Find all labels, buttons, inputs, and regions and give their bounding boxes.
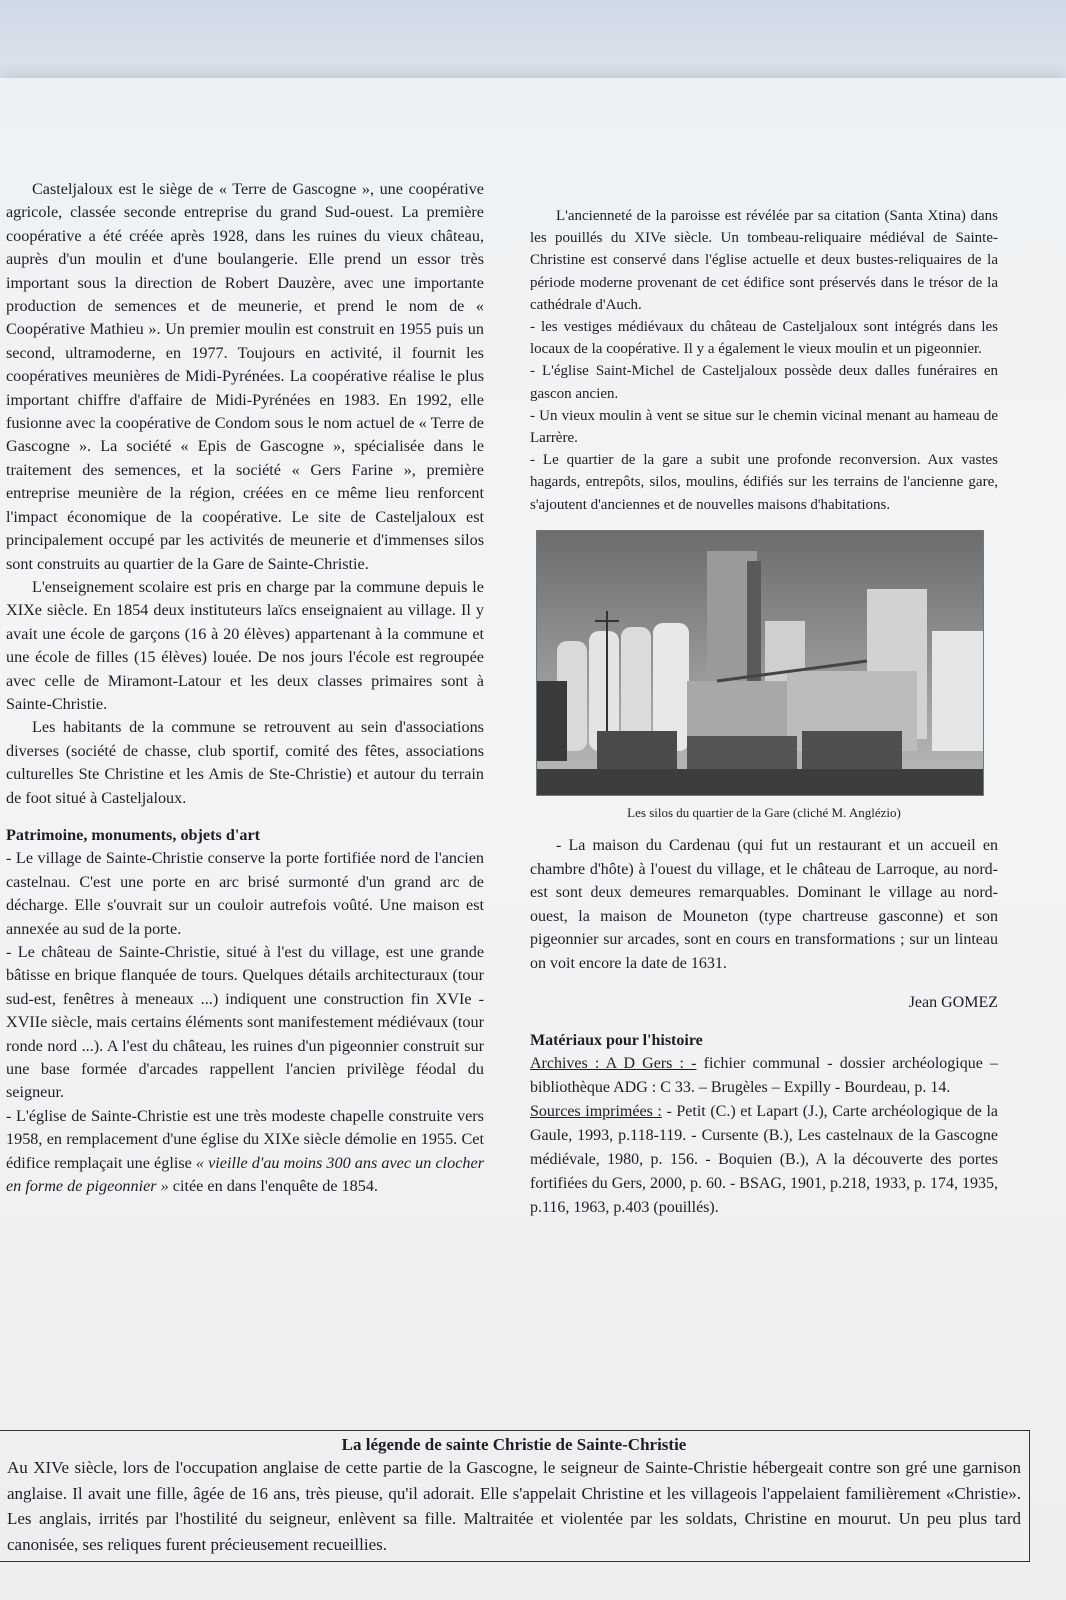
legend-box xyxy=(0,1430,1030,1562)
church-quote: « vieille d'au moins 300 ans avec un clocher en forme de pigeonnier » xyxy=(6,1153,484,1196)
paragraph-associations: Les habitants de la commune se retrouvent au sein d'associations diverses (société de chasse, club sportif, comité des fêtes, associations culturelles Ste Christine et les Amis de Ste-Christie) et autour du terrain de foot situé à Casteljaloux. xyxy=(6,718,484,807)
sources-label: Sources imprimées : xyxy=(530,1103,662,1121)
sources-text: - Petit (C.) et Lapart (J.), Carte archéologique de la Gaule, 1993, p.118-119. - Cursente (B.), Les castelnaux de la Gascogne médiévale, 1980, p. 156. - Boquien (B.), A la découverte des portes fortifiées du Gers, 2000, p. 60. - BSAG, 1901, p.218, 1933, p. 174, 1935, p.116, 1963, p.403 (pouillés). xyxy=(530,1103,999,1217)
church-text-end: citée en dans l'enquête de 1854. xyxy=(168,1177,378,1196)
paragraph-school: L'enseignement scolaire est pris en charge par la commune depuis le XIXe siècle. En 1854 deux instituteurs laïcs enseignaient au village. Il y avait une école de garçons (16 à 20 élèves) appartenant à la commune et une école de filles (15 élèves) louée. De nos jours l'école est regroupée avec celle de Miramont-Latour et les deux classes primaires sont à Sainte-Christie. xyxy=(6,577,484,713)
background-surface xyxy=(0,0,1066,90)
paragraph-saint-michel: - L'église Saint-Michel de Casteljaloux possède deux dalles funéraires en gascon ancien. xyxy=(530,363,998,402)
author-signature: Jean GOMEZ xyxy=(908,993,998,1011)
paragraph-station: - Le quartier de la gare a subit une profonde reconversion. Aux vastes hagards, entrepôts, silos, moulins, édifiés sur les terrains de l'ancienne gare, s'ajoutent d'anciennes et de nouvelles maisons d'habitations. xyxy=(530,452,998,513)
paragraph-parish: L'ancienneté de la paroisse est révélée par sa citation (Santa Xtina) dans les pouillés du XIVe siècle. Un tombeau-reliquaire médiéval de Sainte-Christine est conservé dans l'église actuelle et deux bustes-reliquaires de la période moderne provenant de cet édifice sont préservés dans le trésor de la cathédrale d'Auch. xyxy=(530,208,998,313)
left-column xyxy=(6,178,484,1198)
archives-entry xyxy=(530,1052,998,1100)
materials-title: Matériaux pour l'histoire xyxy=(530,1031,703,1049)
church-text-start: - L'église de Sainte-Christie est une très modeste chapelle construite vers 1958, en remplacement d'une église du XIXe siècle démolie en 1955. Cet édifice remplaçait une église xyxy=(6,1106,484,1172)
archives-text: fichier communal - dossier archéologique – bibliothèque ADG : C 33. – Brugèles – Expilly - Bourdeau, p. 14. xyxy=(530,1055,999,1097)
right-column xyxy=(530,205,998,1220)
sources-entry xyxy=(530,1100,998,1220)
silos-photo xyxy=(536,530,984,796)
paragraph-cardenau: - La maison du Cardenau (qui fut un restaurant et un accueil en chambre d'hôte) à l'ouest du village, et le château de Larroque, au nord-est sont deux demeures remarquables. Dominant le village au nord-ouest, la maison de Mouneton (type chartreuse gasconne) et son pigeonnier sur arcades, sont en cours en transformations ; sur un linteau on voit encore la date de 1631. xyxy=(530,837,998,973)
legend-title: La légende de sainte Christie de Sainte-Christie xyxy=(341,1435,687,1454)
paragraph-vestiges: - les vestiges médiévaux du château de Casteljaloux sont intégrés dans les locaux de la coopérative. Il y a également le vieux moulin et un pigeonnier. xyxy=(530,319,998,358)
paragraph-windmill: - Un vieux moulin à vent se situe sur le chemin vicinal menant au hameau de Larrère. xyxy=(530,407,998,447)
paragraph-cooperative: Casteljaloux est le siège de « Terre de Gascogne », une coopérative agricole, classée seconde entreprise du grand Sud-ouest. La première coopérative a été créée après 1928, dans les ruines du vieux château, auprès d'un moulin et d'une boulangerie. Elle prend un essor très important sous la direction de Robert Dauzère, avec une importante production de semences et de meunerie, et prend le nom de « Coopérative Mathieu ». Un premier moulin est construit en 1955 puis un second, ultramoderne, en 1977. Toujours en activité, il fournit les coopératives meunières de Midi-Pyrénées. La coopérative réalise le plus important chiffre d'affaire de Midi-Pyrénées en 1983. En 1992, elle fusionne avec la coopérative de Condom sous le nom actuel de « Terre de Gascogne ». La société « Epis de Gascogne », spécialisée dans le traitement des semences, et la société « Gers Farine », première entreprise meunière de la région, créées en ce même lieu renforcent l'impact économique de la coopérative. Le site de Casteljaloux est principalement occupé par les activités de meunerie et d'immenses silos sont construits au quartier de la Gare de Sainte-Christie. xyxy=(6,180,484,573)
section-title-heritage: Patrimoine, monuments, objets d'art xyxy=(6,825,261,844)
paragraph-church xyxy=(6,1105,484,1199)
photo-caption: Les silos du quartier de la Gare (cliché M. Anglézio) xyxy=(627,804,901,820)
paragraph-castle: - Le château de Sainte-Christie, situé à l'est du village, est une grande bâtisse en brique flanquée de tours. Quelques détails architecturaux (tour sud-est, fenêtres à meneaux ...) indiquent une construction fin XVIe -XVIIe siècle, mais certains éléments sont manifestement médiévaux (tour ronde nord ...). A l'est du château, les ruines d'un pigeonnier construit sur une base formée d'arcades rappellent l'ancien privilège féodal du seigneur. xyxy=(6,943,484,1102)
legend-text: Au XIVe siècle, lors de l'occupation anglaise de cette partie de la Gascogne, le seigneur de Sainte-Christie hébergeait contre son gré une garnison anglaise. Il avait une fille, âgée de 16 ans, très pieuse, qu'il adorait. Elle s'appelait Christine et les villageois l'appelaient familièrement «Christie». Les anglais, irrités par l'hostilité du seigneur, enlèvent sa fille. Maltraitée et violentée par les soldats, Christine en mourut. Un peu plus tard canonisée, ses reliques furent précieusement recueillies. xyxy=(7,1458,1021,1554)
archives-label: Archives : A D Gers : - xyxy=(530,1055,697,1073)
paragraph-gate: - Le village de Sainte-Christie conserve la porte fortifiée nord de l'ancien castelnau. C'est une porte en arc brisé surmonté d'un grand arc de décharge. Elle s'ouvrait sur un couloir autrefois voûté. Une maison est annexée au sud de la porte. xyxy=(6,849,484,938)
